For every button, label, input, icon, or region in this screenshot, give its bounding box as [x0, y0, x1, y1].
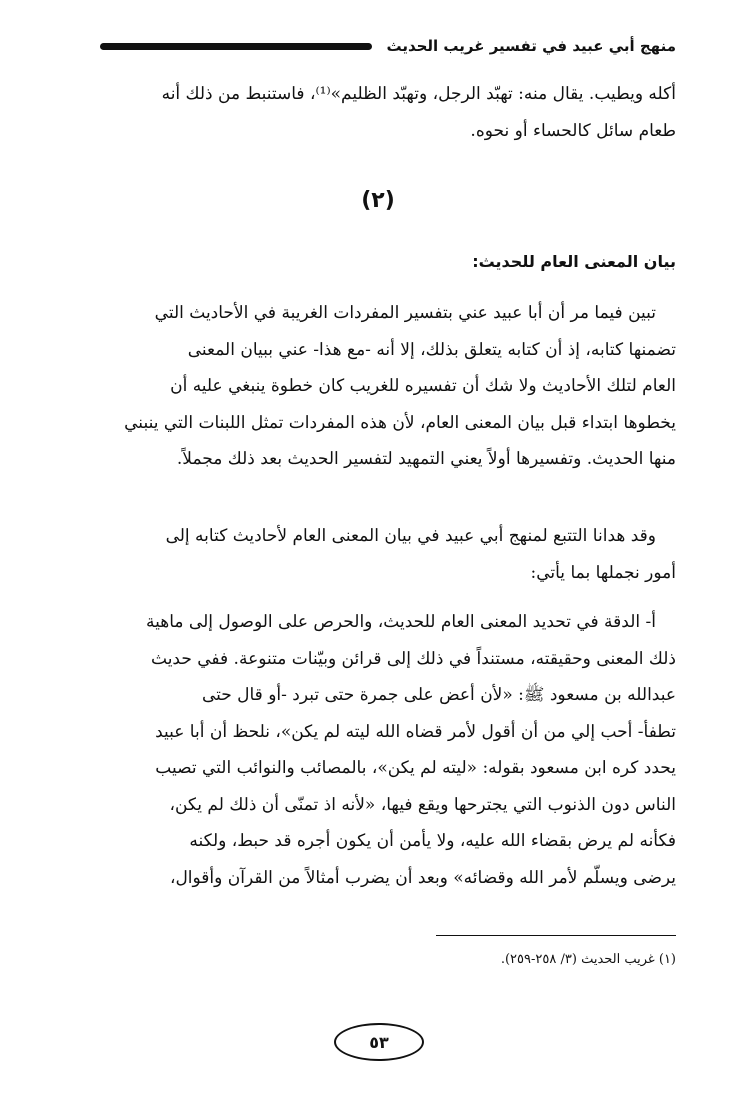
paragraph-2 [100, 518, 676, 591]
footnote-divider [436, 935, 676, 936]
text-line: عبدالله بن مسعود ﷺ: «لأن أعض على جمرة حتى تبرد -أو قال حتى [201, 685, 676, 705]
text-line: منها الحديث. وتفسيرها أولاً يعني التمهيد لتفسير الحديث بعد ذلك مجملاً. [176, 449, 676, 469]
intro-paragraph [100, 76, 676, 149]
text-line: فكأنه لم يرض بقضاء الله عليه، ولا يأمن أن يكون أجره قد حبط، ولكنه [189, 831, 676, 851]
text-line: طعام سائل كالحساء أو نحوه. [470, 120, 676, 141]
paragraph-1 [100, 295, 676, 478]
text-line: تبين فيما مر أن أبا عبيد عني بتفسير المفردات الغريبة في الأحاديث التي [154, 303, 656, 323]
footnote: (١) غريب الحديث (٣/ ٢٥٨-٢٥٩). [500, 952, 676, 967]
text-line: يرضى ويسلّم لأمر الله وقضائه» وبعد أن يضرب أمثالاً من القرآن وأقوال، [169, 867, 676, 888]
paragraph-3 [100, 604, 676, 896]
text-line: وقد هدانا التتبع لمنهج أبي عبيد في بيان المعنى العام لأحاديث كتابه إلى [165, 526, 656, 546]
text-line: أكله ويطيب. يقال منه: تهبّد الرجل، وتهبّد الظليم»⁽¹⁾، فاستنبط من ذلك أنه [161, 84, 676, 104]
text-line: أمور نجملها بما يأتي: [530, 562, 676, 583]
text-line: يخطوها ابتداء قبل بيان المعنى العام، لأن هذه المفردات تمثل اللبنات التي ينبني [124, 412, 676, 433]
section-heading: بيان المعنى العام للحديث: [472, 252, 676, 271]
text-line: تطفأ- أحب إلي من أن أقول لأمر قضاه الله ليته لم يكن»، نلحظ أن أبا عبيد [155, 721, 676, 742]
text-line: يحدد كره ابن مسعود بقوله: «ليته لم يكن»، بالمصائب والنوائب التي تصيب [155, 758, 676, 778]
running-header [100, 30, 676, 62]
text-line: تضمنها كتابه، إذ أن كتابه يتعلق بذلك، إلا أنه -مع هذا- عني ببيان المعنى [187, 339, 676, 360]
text-line: ذلك المعنى وحقيقته، مستنداً في ذلك إلى قرائن وبيّنات متنوعة. ففي حديث [151, 648, 676, 669]
header-rule [100, 43, 372, 50]
page-number: ٥٣ [334, 1023, 424, 1061]
text-line: أ- الدقة في تحديد المعنى العام للحديث، والحرص على الوصول إلى ماهية [146, 612, 656, 632]
text-line: العام لتلك الأحاديث ولا شك أن تفسيره للغريب كان خطوة ينبغي عليه أن [170, 376, 676, 396]
text-line: الناس دون الذنوب التي يجترحها ويقع فيها، «لأنه اذ تمنّى أن ذلك لم يكن، [169, 794, 676, 815]
section-number: (٢) [361, 188, 395, 213]
running-header-title: منهج أبي عبيد في تفسير غريب الحديث [386, 37, 676, 55]
